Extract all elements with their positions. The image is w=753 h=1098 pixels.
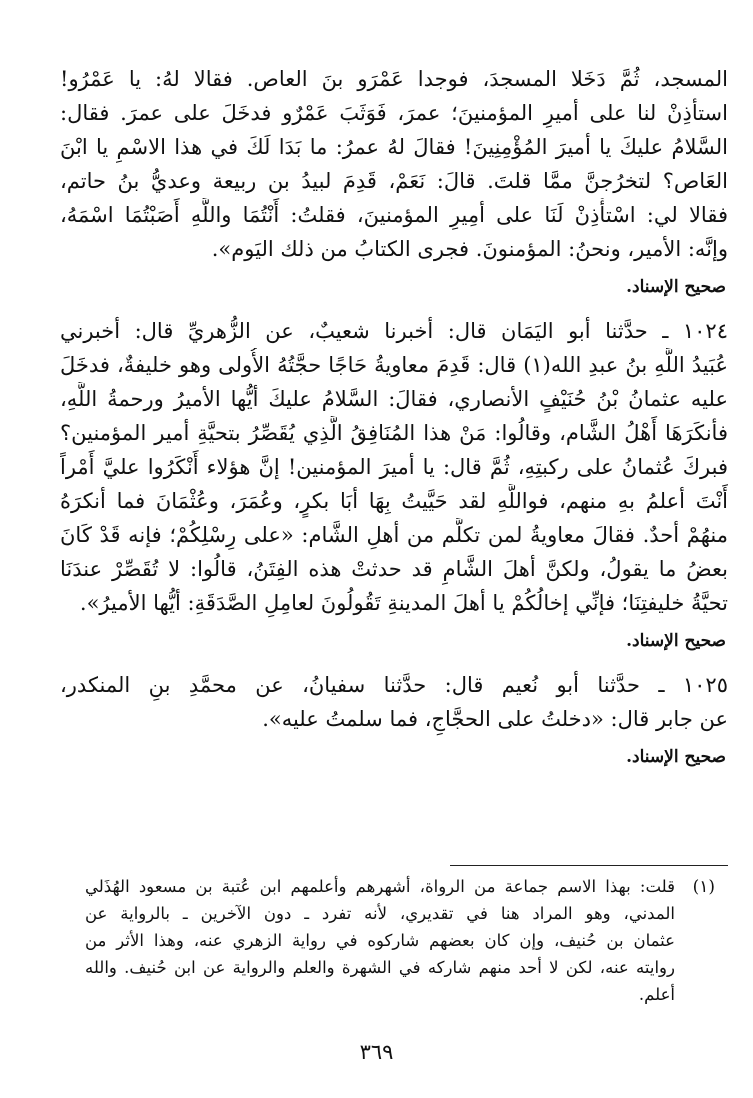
text-line: ١٠٢٥ ـ حدَّثنا أبو نُعيم قال: حدَّثنا سفيانُ، عن محمَّدِ بنِ المنكدر، [60, 673, 728, 697]
isnad-verdict: صحيح الإسناد. [626, 631, 726, 651]
footnote-separator [450, 865, 728, 866]
footnote-body [85, 873, 675, 1008]
text-line: السَّلامُ عليكَ يا أميرَ المُؤْمِنِينَ! فقالَ لهُ عمرُ: ما بَدَا لَكَ في هذا الاسْمِ يا ابْنَ [60, 135, 728, 159]
text-line: فبركَ عُثمانُ على ركبتِهِ، ثُمَّ قال: يا أميرَ المؤمنين! إنَّ هؤلاء أَنْكَرُوا عليَّ أَمْراً [60, 455, 728, 479]
isnad-verdict: صحيح الإسناد. [626, 277, 726, 297]
main-text [60, 62, 728, 784]
text-line: بعضُ ما يقولُ، ولكنَّ أهلَ الشَّامِ قد حدثتْ هذه الفِتَنُ، قالُوا: لا تُقَصِّرْ عندَنَا [60, 557, 728, 581]
hadith-continuation [60, 62, 728, 266]
text-line: وإنَّه: الأمير، ونحنُ: المؤمنونَ. فجرى الكتابُ من ذلك اليَوم». [211, 237, 728, 261]
hadith-1024 [60, 314, 728, 620]
footnote-line: قلت: بهذا الاسم جماعة من الرواة، أشهرهم وأعلمهم ابن عُتبة بن مسعود الهُذَلي [85, 877, 675, 896]
text-line: عُبَيدُ اللَّهِ بنُ عبدِ الله(١) قال: قَدِمَ معاويةُ حَاجًا حجَّتُهُ الأُولى وهو خليفةٌ، فدخَلَ [60, 353, 728, 377]
text-line: فأنكَرَهَا أَهْلُ الشَّام، وقالُوا: مَنْ هذا المُنَافِقُ الَّذِي يُقَصِّرُ بتحيَّةِ أمير المؤمنين؟ [60, 421, 728, 445]
footnote-line: روايته عنه، لكن لا أحد منهم شاركه في الشهرة والعلم والرواية عن ابن حُنيف. والله [85, 958, 675, 977]
text-line: عليه عثمانُ بْنُ حُنَيْفٍ الأنصاري، فقالَ: السَّلامُ عليكَ أيُّها الأميرُ ورحمةُ اللَّهِ، [60, 387, 728, 411]
footnote-marker: (١) [692, 877, 715, 897]
text-line: أَنْتَ أعلمُ بهِ منهم، فواللَّهِ لقد حَيَّيتُ بِهَا أبَا بكرٍ، وعُمَرَ، وعُثْمَانَ فما أنكرَهُ [60, 489, 728, 513]
text-line: عن جابر قال: «دخلتُ على الحجَّاجِ، فما سلمتُ عليه». [262, 707, 728, 731]
hadith-1025 [60, 668, 728, 736]
page-number: ٣٦٩ [359, 1040, 394, 1064]
footnote-line: المدني، وهو المراد هنا في تقديري، لأنه تفرد ـ دون الآخرين ـ بالرواية عن [85, 904, 675, 923]
text-line: العَاص؟ لتخرُجنَّ ممَّا قلتَ. قالَ: نَعَمْ، قَدِمَ لبيدُ بن ربيعة وعديُّ بنُ حاتم، [60, 169, 728, 193]
text-line: منهُمْ أحدٌ. فقالَ معاويةُ لمن تكلَّم من أهلِ الشَّام: «على رِسْلِكُمْ؛ فإنه قَدْ كَانَ [60, 523, 728, 547]
isnad-verdict: صحيح الإسناد. [626, 747, 726, 767]
text-line: المسجد، ثُمَّ دَخَلا المسجدَ، فوجدا عَمْرَو بنَ العاص. فقالا لهُ: يا عَمْرُو! [60, 67, 728, 91]
text-line: تحيَّةُ خليفتِنَا؛ فإنِّي إخالُكُمْ يا أهلَ المدينةِ تَقُولُونَ لعامِلِ الصَّدَقَةِ: أيُّها الأميرُ». [79, 591, 728, 615]
footnote-line: أعلم. [638, 985, 675, 1004]
text-line: استأذِنْ لنا على أميرِ المؤمنينَ؛ عمرَ، فَوَثَبَ عَمْرٌو فدخَلَ على عمرَ. فقال: [60, 101, 728, 125]
text-line: ١٠٢٤ ـ حدَّثنا أبو اليَمَان قال: أخبرنا شعيبٌ، عن الزُّهريِّ قال: أخبرني [60, 319, 728, 343]
footnote [85, 873, 715, 1008]
footnote-line: عثمان بن حُنيف، وإن كان بعضهم شاركوه في رواية الزهري عنه، وهذا الأثر من [85, 931, 675, 950]
text-line: فقالا لي: اسْتأْذِنْ لَنَا على أمِيرِ المؤمنينَ، فقلتُ: أَنْتُمَا واللَّهِ أَصَبْتُمَا اسْمَهُ، [60, 203, 728, 227]
